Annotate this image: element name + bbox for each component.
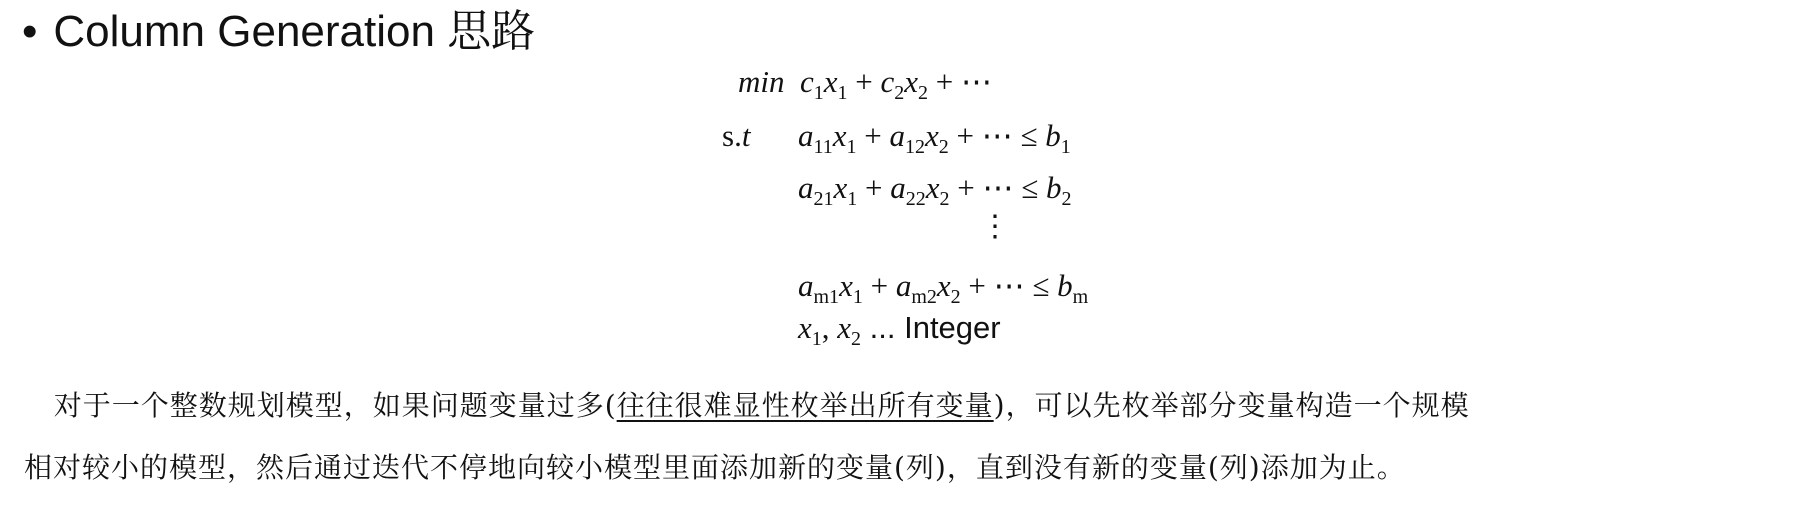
constraint-row-m: $a_{m1}x_1 + a_{m2}x_2$ + ⋯ ≤ $b_m$: [798, 268, 1089, 308]
slide-heading: [22, 4, 535, 60]
objective-expression: $c_1x_1 + c_2x_2$ + ⋯: [800, 64, 993, 104]
underlined-phrase: 往往很难显性枚举出所有变量: [616, 389, 994, 422]
heading-text: Column Generation 思路: [53, 7, 536, 56]
vertical-ellipsis: ⋮: [980, 209, 1010, 244]
constraint-row-2: $a_{21}x_1 + a_{22}x_2$ + ⋯ ≤ $b_2$: [798, 170, 1072, 210]
paragraph-line-2: 相对较小的模型，然后通过迭代不停地向较小模型里面添加新的变量(列)，直到没有新的变量(列)添加为止。: [24, 451, 1406, 484]
bullet-icon: •: [22, 7, 38, 56]
objective-line: [738, 62, 992, 102]
paragraph-line-1: 对于一个整数规划模型，如果问题变量过多(往往很难显性枚举出所有变量)，可以先枚举部分变量构造一个规模: [53, 389, 1470, 422]
subject-to-label: s.t: [722, 118, 751, 153]
constraint-row-1: $a_{11}x_1 + a_{12}x_2$ + ⋯ ≤ $b_1$: [798, 118, 1071, 158]
integrality-constraint: $x_1$, $x_2$ ... Integer: [798, 310, 1001, 350]
min-keyword: min: [738, 64, 785, 99]
